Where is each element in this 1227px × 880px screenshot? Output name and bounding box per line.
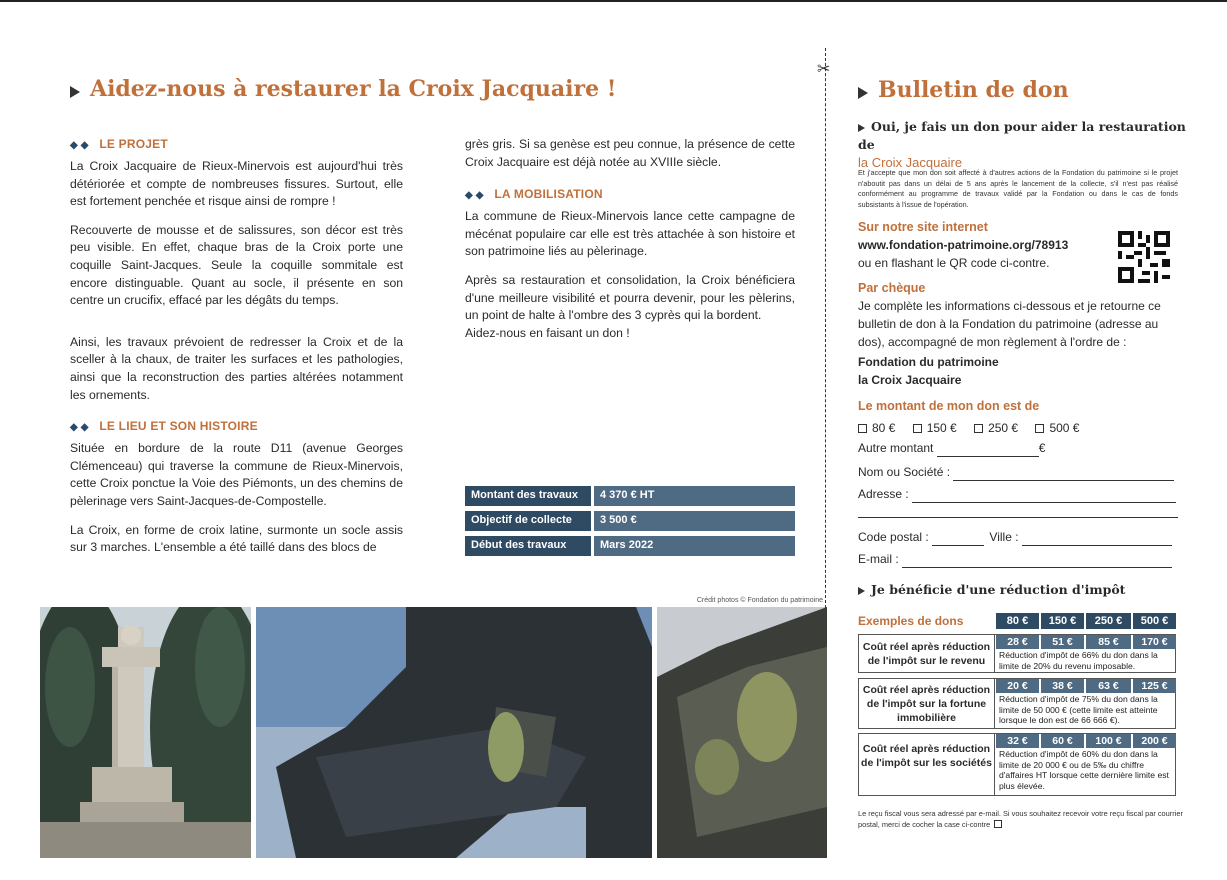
amount-150-checkbox[interactable]: 150 € (913, 421, 957, 435)
tax-row-fortune: Coût réel après réduction de l'impôt sur la fortune immobilière 20 € 38 € 63 € 125 € Réduction d'impôt de 75% du don dans la limite de 50 000 € (cette limite est atteinte lorsque le don est de 66 666 €). (858, 678, 1176, 729)
autre-montant: Autre montant € (858, 441, 1046, 455)
detail-photo-image (657, 607, 827, 858)
right-title: Bulletin de don (858, 77, 1069, 103)
photo-credit: Crédit photos © Fondation du patrimoine (696, 597, 823, 604)
tax-row-societes: Coût réel après réduction de l'impôt sur les sociétés 32 € 60 € 100 € 200 € Réduction d'impôt de 60% du don dans la limite de 20 000 € ou de 5‰ du chiffre d'affaires HT lorsque cette dernière limite est plus élevée. (858, 733, 1176, 796)
code-postal-field[interactable] (932, 533, 984, 546)
postal-receipt-checkbox[interactable] (994, 820, 1002, 828)
tax-header-250: 250 € (1086, 613, 1131, 629)
tax-header-80: 80 € (996, 613, 1039, 629)
adresse-line-2[interactable] (858, 517, 1178, 518)
left-title: Aidez-nous à restaurer la Croix Jacquaire ! (70, 76, 616, 102)
cp-ville-row: Code postal : Ville : (858, 528, 1178, 546)
diamond-icon: ◆◆ (465, 190, 487, 202)
column-2 (465, 136, 795, 342)
column-1 (70, 137, 403, 557)
site-url[interactable]: www.fondation-patrimoine.org/78913 (858, 238, 1069, 252)
small-arrow-icon (858, 124, 865, 132)
nom-row: Nom ou Société : (858, 463, 1178, 481)
col2-paragraph-1: grès gris. Si sa genèse est peu connue, la présence de cette Croix Jacquaire est déjà notée au XVIIIe siècle. (465, 137, 795, 169)
scissors-icon: ✂ (817, 61, 831, 78)
projet-paragraph-3: Ainsi, les travaux prévoient de redresser la Croix et de la sceller à la chaux, de traiter les surfaces et les pathologies, ainsi que la reconstruction des parties altérées notamment les ornements. (70, 334, 403, 402)
exemples-head: Exemples de dons (858, 614, 964, 628)
info-row-debut: Début des travaux Mars 2022 (465, 536, 795, 556)
photo-cross-cypress (40, 607, 251, 858)
photo-cross-detail (657, 607, 827, 858)
lieu-paragraph-2: La Croix, en forme de croix latine, surmonte un socle assis sur 3 marches. L'ensemble a été taillé dans des blocs de (70, 522, 403, 555)
amount-80-checkbox[interactable]: 80 € (858, 421, 895, 435)
disclaimer: Et j'accepte que mon don soit affecté à d'autres actions de la Fondation du patrimoine si le projet n'aboutit pas dans un délai de 5 ans après le lancement de la collecte, s'il n'est pas réalisé conformément au programme de travaux validé par la Fondation ou dans le cas de fonds subsistants à l'issue de l'opération. (858, 168, 1178, 209)
section-head-projet: ◆◆ LE PROJET (70, 137, 168, 151)
ville-field[interactable] (1022, 533, 1172, 546)
adresse-field[interactable] (912, 490, 1176, 503)
info-row-montant: Montant des travaux 4 370 € HT (465, 486, 795, 506)
projet-paragraph-1: La Croix Jacquaire de Rieux-Minervois est aujourd'hui très détériorée et compte de nombreuses fissures. Surtout, elle est fortement penchée et risque ainsi de rompre ! (70, 159, 403, 209)
small-arrow-icon (858, 587, 865, 595)
montant-head: Le montant de mon don est de (858, 399, 1040, 413)
projet-paragraph-2: Recouverte de mousse et de salissures, son décor est très peu visible. En effet, chaque bras de la Croix porte une coquille Saint-Jacques. Seule la coquille sommitale est encore distinguable. Quant au socle, il présente en son centre un crucifix, effacé par les dégâts du temps. (70, 222, 403, 308)
footer-note: Le reçu fiscal vous sera adressé par e-mail. Si vous souhaitez recevoir votre reçu fiscal par courrier postal, merci de cocher la case ci-contre (858, 809, 1183, 829)
reduction-title: Je bénéficie d'une réduction d'impôt (858, 582, 1125, 597)
diamond-icon: ◆◆ (70, 140, 92, 151)
info-row-objectif: Objectif de collecte 3 500 € (465, 511, 795, 531)
qr-code-icon[interactable] (1118, 231, 1170, 283)
section-head-lieu: ◆◆ LE LIEU ET SON HISTOIRE (70, 419, 258, 434)
photo-cross-closeup (256, 607, 652, 858)
top-rule (0, 0, 1227, 2)
amount-250-checkbox[interactable]: 250 € (974, 421, 1018, 435)
tax-header-500: 500 € (1133, 613, 1176, 629)
oui-block: Oui, je fais un don pour aider la restauration de la Croix Jacquaire (858, 119, 1186, 170)
diamond-icon: ◆◆ (70, 422, 92, 434)
tax-row-revenu: Coût réel après réduction de l'impôt sur le revenu 28 € 51 € 85 € 170 € Réduction d'impôt de 66% du don dans la limite de 20% du revenu imposable. (858, 634, 1176, 673)
amount-500-checkbox[interactable]: 500 € (1035, 421, 1079, 435)
nom-field[interactable] (953, 468, 1174, 481)
lieu-paragraph-1: Située en bordure de la route D11 (avenue Georges Clémenceau) qui traverse la commune de Rieux-Minervois, cette Croix ponctue la Voie des Piémonts, un des chemins de pèlerinage vers Saint-Jacques-de-Compostelle. (70, 441, 403, 508)
mob-paragraph-3: Aidez-nous en faisant un don ! (465, 325, 630, 340)
site-section: Sur notre site internet www.fondation-patrimoine.org/78913 ou en flashant le QR code ci-contre. (858, 220, 1108, 272)
amount-options (858, 419, 1178, 437)
mob-paragraph-2: Après sa restauration et consolidation, la Croix bénéficiera d'une meilleure visibilité et pourra devenir, pour les pèlerins, un point de halte à l'ombre des 3 cyprès qui la bordent. (465, 272, 795, 323)
tax-header-150: 150 € (1041, 613, 1084, 629)
mob-paragraph-1: La commune de Rieux-Minervois lance cette campagne de mécénat populaire car elle est très attachée à son histoire et son patrimoine liés au pèlerinage. (465, 209, 795, 259)
section-head-mobilisation: ◆◆ LA MOBILISATION (465, 187, 603, 202)
triangle-arrow-icon (858, 87, 868, 99)
cut-line (825, 48, 826, 608)
closeup-photo-image (256, 607, 652, 858)
triangle-arrow-icon (70, 86, 80, 98)
email-field[interactable] (902, 555, 1172, 568)
cross-photo-image (40, 607, 251, 858)
adresse-row: Adresse : (858, 485, 1178, 503)
email-row: E-mail : (858, 550, 1178, 568)
cheque-section: Par chèque Je complète les informations ci-dessous et je retourne ce bulletin de don à la Fondation du patrimoine (adresse au dos), accompagné de mon règlement à l'ordre de : Fondation du patrimoine la Croix Jacquaire (858, 281, 1161, 387)
autre-montant-field[interactable] (937, 444, 1039, 457)
